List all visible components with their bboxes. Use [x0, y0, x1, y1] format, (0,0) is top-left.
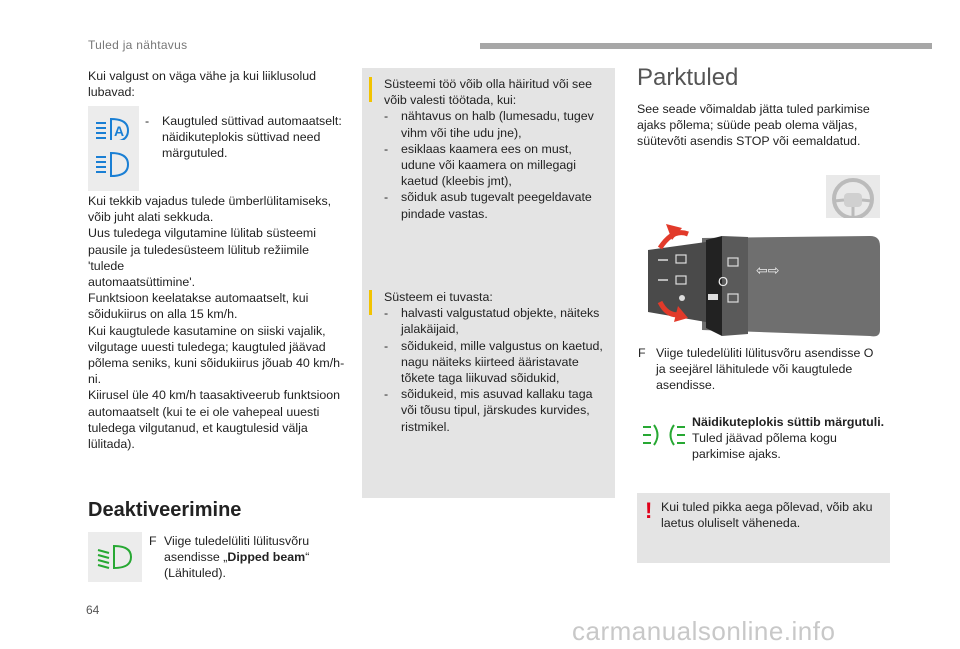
parking-lights-title: Parktuled — [637, 64, 739, 91]
parking-lights-intro: See seade võimaldab jätta tuled parkimise ajaks põlema; süüde peab olema väljas, süütevõti asendis STOP või eemaldatud. — [637, 102, 870, 149]
page-number: 64 — [86, 603, 100, 617]
step-marker: F — [149, 534, 157, 548]
body-line: Kiirusel üle 40 km/h taasaktiveerub funktsioon — [88, 388, 341, 403]
list-item — [384, 189, 609, 221]
indicator-note — [692, 414, 892, 463]
body-line: sõidukiirus on alla 15 km/h. — [88, 307, 238, 322]
dash-marker: - — [145, 114, 150, 128]
dash-marker: - — [384, 306, 389, 321]
body-line: tuledega vilgutanud, et kaugtulesid välja — [88, 420, 308, 435]
dash-marker: - — [384, 109, 389, 124]
list-item-text: halvasti valgustatud objekte, näiteks jalakäijaid, — [401, 306, 600, 337]
parking-lamp-icon — [637, 415, 691, 455]
light-stalk-diagram — [638, 218, 880, 340]
high-beam-item-text: Kaugtuled süttivad automaatselt: näidikuteplokis süttivad need märgutuled. — [162, 114, 342, 161]
high-beam-icon-tile — [88, 140, 139, 191]
dash-marker: - — [384, 387, 389, 402]
light-stalk-illustration — [638, 218, 880, 340]
deactivation-heading: Deaktiveerimine — [88, 499, 242, 521]
deactivation-step — [164, 533, 314, 582]
disturbance-note — [384, 76, 609, 222]
list-item — [384, 338, 609, 387]
list-item — [384, 386, 609, 435]
list-item-text: nähtavus on halb (lumesadu, tugev vihm või tihe udu jne), — [401, 109, 594, 140]
detection-note — [384, 289, 609, 435]
list-item-text: sõidukeid, mille valgustus on kaetud, nagu näiteks kiirteed ääristavate tõkete taga liikuvad sõidukid, — [401, 338, 603, 386]
dash-marker: - — [384, 141, 389, 156]
body-line: ni. — [88, 372, 102, 387]
header-rule — [480, 43, 932, 49]
auto-beam-body — [88, 193, 348, 452]
disturbance-intro: Süsteemi töö võib olla häiritud või see võib valesti töötada, kui: — [384, 77, 593, 108]
list-item — [384, 108, 609, 140]
body-line: Kui tekkib vajadus tulede ümberlülitamiseks, — [88, 194, 332, 208]
list-item — [384, 141, 609, 190]
stalk-off-mark: O — [718, 274, 729, 289]
body-line: pausile ja tuledesüsteem lülitub režiimile 'tulede — [88, 242, 310, 273]
body-line: Kui kaugtulede kasutamine on siiski vajalik, — [88, 323, 326, 338]
detection-intro: Süsteem ei tuvasta: — [384, 290, 493, 304]
info-bar — [369, 77, 372, 102]
dipped-beam-icon — [88, 532, 142, 582]
indicator-note-bold: Näidikuteplokis süttib märgutuli. — [692, 415, 885, 429]
dipped-beam-icon-tile — [88, 532, 142, 582]
warning-text: Kui tuled pikka aega põlevad, võib aku laetus oluliselt väheneda. — [661, 500, 873, 531]
stalk-indicator-arrows: ⇦⇨ — [756, 262, 780, 278]
body-line: vilgutage uuesti tuledega; kaugtuled jäävad — [88, 339, 326, 354]
deactivation-step-pre: Viige tuledelüliti lülitusvõru asendisse „ — [164, 534, 310, 565]
dash-marker: - — [384, 190, 389, 205]
list-item-text: sõiduk asub tugevalt peegeldavate pindade vastas. — [401, 190, 592, 221]
parking-step: Viige tuledelüliti lülitusvõru asendisse O ja seejärel lähitulede või kaugtulede asendisse. — [656, 346, 874, 393]
high-beam-item — [145, 113, 347, 162]
intro-text: Kui valgust on väga vähe ja kui liiklusolud lubavad: — [88, 69, 316, 100]
step-marker: F — [638, 346, 646, 360]
list-item-text: esiklaas kaamera ees on must, udune või kaamera on millegagi kaetud (kleebis jmt), — [401, 141, 576, 189]
body-line: automaatselt (kui te ei ole vahepeal uuesti — [88, 404, 320, 419]
parking-lamp-icon-tile — [637, 415, 691, 455]
body-line: lülitada). — [88, 437, 135, 452]
list-item-text: sõidukeid, mis asuvad kallaku taga või tõusu tipul, järskudes kurvides, ristmikel. — [401, 387, 593, 434]
high-beam-icon — [88, 140, 139, 191]
list-item — [384, 305, 609, 337]
svg-text:A: A — [114, 123, 125, 139]
section-header: Tuled ja nähtavus — [88, 38, 188, 52]
body-line: automaatsüttimine'. — [88, 275, 196, 290]
info-bar — [369, 290, 372, 315]
body-line: Uus tuledega vilgutamine lülitab süsteemi — [88, 226, 316, 241]
deactivation-step-post: “ (Lähituled). — [164, 550, 310, 581]
dash-marker: - — [384, 338, 389, 353]
body-line: Funktsioon keelatakse automaatselt, kui — [88, 291, 309, 306]
body-line: võib juht alati sekkuda. — [88, 210, 214, 225]
dipped-beam-label: Dipped beam — [227, 550, 306, 565]
warning-icon: ! — [645, 498, 653, 523]
watermark: carmanualsonline.info — [572, 616, 836, 646]
indicator-note-text: Tuled jäävad põlema kogu parkimise ajaks. — [692, 431, 837, 462]
body-line: põlema seniks, kuni sõidukiirus jõuab 40 km/h- — [88, 356, 345, 371]
